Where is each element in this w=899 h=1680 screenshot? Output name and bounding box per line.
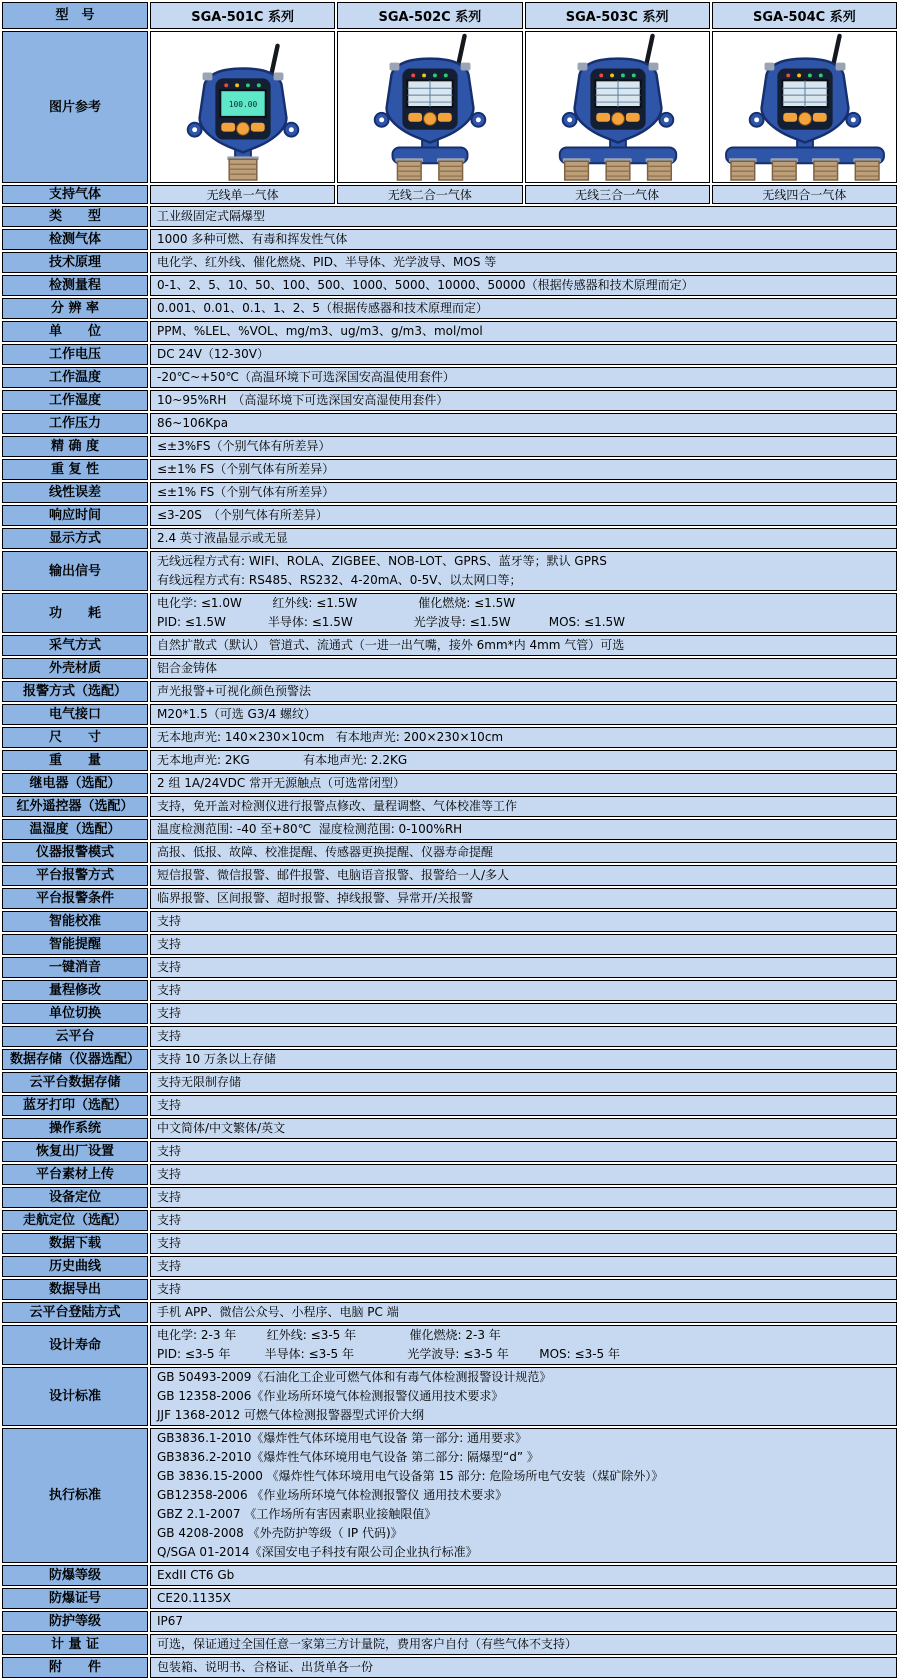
spec-line: 支持无限制存储 <box>157 1075 242 1089</box>
spec-row-label: 红外遥控器（选配） <box>2 796 148 817</box>
spec-row-value <box>150 298 897 319</box>
spec-row-label: 数据导出 <box>2 1279 148 1300</box>
spec-row-label: 检测量程 <box>2 275 148 296</box>
product-image-cell <box>712 31 897 183</box>
table-row <box>2 681 897 702</box>
spec-row-label: 防爆等级 <box>2 1565 148 1586</box>
table-row <box>2 1256 897 1277</box>
spec-row-label: 功 耗 <box>2 593 148 633</box>
table-row <box>2 658 897 679</box>
spec-line: CE20.1135X <box>157 1591 231 1605</box>
spec-line: PID: ≤1.5W 半导体: ≤1.5W 光学波导: ≤1.5W MOS: ≤1.5W <box>157 615 626 629</box>
spec-line: 工业级固定式隔爆型 <box>157 209 266 223</box>
spec-line: 支持 <box>157 960 182 974</box>
spec-row-label: 工作电压 <box>2 344 148 365</box>
table-row <box>2 1026 897 1047</box>
spec-line: IP67 <box>157 1614 184 1628</box>
table-row <box>2 367 897 388</box>
spec-row-label: 平台报警方式 <box>2 865 148 886</box>
spec-row-label: 精 确 度 <box>2 436 148 457</box>
spec-line: 0.001、0.01、0.1、1、2、5（根据传感器和技术原理而定） <box>157 301 489 315</box>
spec-row-value <box>150 1657 897 1678</box>
spec-row-value <box>150 390 897 411</box>
spec-row-label: 外壳材质 <box>2 658 148 679</box>
spec-line: 0-1、2、5、10、50、100、500、1000、5000、10000、50000（根据传感器和技术原理而定） <box>157 278 694 292</box>
spec-row-label: 设备定位 <box>2 1187 148 1208</box>
spec-line: 支持 <box>157 1006 182 1020</box>
gas-type-cell: 无线单一气体 <box>150 185 335 204</box>
spec-row-label: 计 量 证 <box>2 1634 148 1655</box>
spec-line: ≤±3%FS（个别气体有所差异） <box>157 439 331 453</box>
spec-row-value <box>150 436 897 457</box>
gas-detector-device-image <box>713 33 896 181</box>
image-row-label: 图片参考 <box>2 31 148 183</box>
spec-row-value <box>150 1187 897 1208</box>
model-header: SGA-504C 系列 <box>712 2 897 29</box>
table-row <box>2 344 897 365</box>
table-row <box>2 957 897 978</box>
spec-line: GB 50493-2009《石油化工企业可燃气体和有毒气体检测报警设计规范》 <box>157 1370 552 1384</box>
spec-line: ≤±1% FS（个别气体有所差异） <box>157 462 335 476</box>
table-row <box>2 842 897 863</box>
spec-row-value <box>150 367 897 388</box>
table-row <box>2 635 897 656</box>
model-header-row <box>2 2 897 29</box>
spec-row-value <box>150 206 897 227</box>
spec-line: 电化学: ≤1.0W 红外线: ≤1.5W 催化燃烧: ≤1.5W <box>157 596 516 610</box>
table-row <box>2 1141 897 1162</box>
table-row <box>2 528 897 549</box>
table-row <box>2 1233 897 1254</box>
table-row <box>2 704 897 725</box>
spec-row-label: 显示方式 <box>2 528 148 549</box>
spec-line: 温度检测范围: -40 至+80℃ 湿度检测范围: 0-100%RH <box>157 822 463 836</box>
spec-row-label: 温湿度（选配） <box>2 819 148 840</box>
spec-row-label: 重 复 性 <box>2 459 148 480</box>
gas-detector-device-image <box>151 33 334 181</box>
spec-line: 可选，保证通过全国任意一家第三方计量院，费用客户自付（有些气体不支持） <box>157 1637 578 1651</box>
product-image-cell <box>337 31 522 183</box>
spec-row-value <box>150 1095 897 1116</box>
table-row <box>2 1187 897 1208</box>
device-illustration <box>338 33 522 181</box>
spec-line: 支持 <box>157 937 182 951</box>
model-header: SGA-503C 系列 <box>525 2 710 29</box>
spec-line: 2.4 英寸液晶显示或无显 <box>157 531 288 545</box>
spec-row-value <box>150 1164 897 1185</box>
table-row <box>2 934 897 955</box>
spec-line: 电化学: 2-3 年 红外线: ≤3-5 年 催化燃烧: 2-3 年 <box>157 1328 501 1342</box>
table-row <box>2 206 897 227</box>
svg-text:100.00: 100.00 <box>228 100 258 109</box>
spec-row-label: 报警方式（选配） <box>2 681 148 702</box>
spec-row-value <box>150 1026 897 1047</box>
table-row <box>2 229 897 250</box>
gas-detector-device-image <box>338 33 521 181</box>
spec-row-label: 线性误差 <box>2 482 148 503</box>
table-row <box>2 819 897 840</box>
spec-line: GB 12358-2006《作业场所环境气体检测报警仪通用技术要求》 <box>157 1389 504 1403</box>
spec-row-value <box>150 704 897 725</box>
table-row <box>2 505 897 526</box>
spec-line: 支持 <box>157 1282 182 1296</box>
spec-row-label: 技术原理 <box>2 252 148 273</box>
spec-line: 支持 <box>157 1236 182 1250</box>
spec-row-value <box>150 750 897 771</box>
spec-line: JJF 1368-2012 可燃气体检测报警器型式评价大纲 <box>157 1408 425 1422</box>
spec-row-value <box>150 635 897 656</box>
spec-row-value <box>150 275 897 296</box>
spec-row-label: 防爆证号 <box>2 1588 148 1609</box>
spec-row-label: 工作湿度 <box>2 390 148 411</box>
spec-row-value <box>150 593 897 633</box>
spec-row-label: 附 件 <box>2 1657 148 1678</box>
spec-line: 无线远程方式有: WIFI、ROLA、ZIGBEE、NOB-LOT、GPRS、蓝牙等；默认 GPRS <box>157 554 607 568</box>
spec-row-value <box>150 1003 897 1024</box>
gas-type-cell: 无线四合一气体 <box>712 185 897 204</box>
table-row <box>2 888 897 909</box>
table-row <box>2 1003 897 1024</box>
spec-line: 1000 多种可燃、有毒和挥发性气体 <box>157 232 348 246</box>
spec-row-label: 工作温度 <box>2 367 148 388</box>
gas-row-label: 支持气体 <box>2 185 148 204</box>
gas-type-cell: 无线二合一气体 <box>337 185 522 204</box>
table-row <box>2 1588 897 1609</box>
spec-line: -20℃~+50℃（高温环境下可选深国安高温使用套件） <box>157 370 455 384</box>
spec-row-label: 云平台登陆方式 <box>2 1302 148 1323</box>
gas-type-row <box>2 185 897 204</box>
table-row <box>2 796 897 817</box>
spec-row-value <box>150 980 897 1001</box>
spec-row-value <box>150 459 897 480</box>
spec-line: M20*1.5（可选 G3/4 螺纹） <box>157 707 316 721</box>
spec-line: PPM、%LEL、%VOL、mg/m3、ug/m3、g/m3、mol/mol <box>157 324 483 338</box>
table-row <box>2 413 897 434</box>
spec-row-value <box>150 1072 897 1093</box>
spec-row-value <box>150 1565 897 1586</box>
spec-line: ExdII CT6 Gb <box>157 1568 235 1582</box>
spec-line: 铝合金铸体 <box>157 661 218 675</box>
table-row <box>2 1302 897 1323</box>
spec-row-label: 工作压力 <box>2 413 148 434</box>
product-image-cell <box>150 31 335 183</box>
spec-row-label: 检测气体 <box>2 229 148 250</box>
model-header: SGA-502C 系列 <box>337 2 522 29</box>
spec-line: 支持 <box>157 1213 182 1227</box>
spec-row-label: 电气接口 <box>2 704 148 725</box>
device-illustration <box>526 33 710 181</box>
spec-row-label: 操作系统 <box>2 1118 148 1139</box>
table-row <box>2 1095 897 1116</box>
spec-row-value <box>150 505 897 526</box>
table-row <box>2 593 897 633</box>
spec-row-label: 蓝牙打印（选配） <box>2 1095 148 1116</box>
spec-row-value <box>150 727 897 748</box>
spec-row-label: 设计寿命 <box>2 1325 148 1365</box>
spec-row-label: 单位切换 <box>2 1003 148 1024</box>
spec-row-value <box>150 819 897 840</box>
spec-row-value <box>150 551 897 591</box>
spec-line: 支持，免开盖对检测仪进行报警点修改、量程调整、气体校准等工作 <box>157 799 518 813</box>
table-row <box>2 750 897 771</box>
table-row <box>2 551 897 591</box>
spec-line: 支持 <box>157 983 182 997</box>
table-row <box>2 1072 897 1093</box>
spec-row-value <box>150 1611 897 1632</box>
spec-row-label: 平台报警条件 <box>2 888 148 909</box>
device-illustration <box>151 33 335 181</box>
spec-row-label: 平台素材上传 <box>2 1164 148 1185</box>
spec-line: 支持 10 万条以上存储 <box>157 1052 276 1066</box>
spec-row-value <box>150 842 897 863</box>
spec-row-value <box>150 1049 897 1070</box>
table-row <box>2 390 897 411</box>
spec-row-label: 执行标准 <box>2 1428 148 1563</box>
spec-row-value <box>150 1210 897 1231</box>
spec-line: 包装箱、说明书、合格证、出货单各一份 <box>157 1660 374 1674</box>
spec-row-value <box>150 1367 897 1426</box>
spec-line: 临界报警、区间报警、超时报警、掉线报警、异常开/关报警 <box>157 891 474 905</box>
table-row <box>2 298 897 319</box>
spec-row-label: 恢复出厂设置 <box>2 1141 148 1162</box>
spec-line: GB12358-2006 《作业场所环境气体检测报警仪 通用技术要求》 <box>157 1488 508 1502</box>
spec-row-label: 数据下载 <box>2 1233 148 1254</box>
spec-row-label: 尺 寸 <box>2 727 148 748</box>
spec-row-label: 防护等级 <box>2 1611 148 1632</box>
spec-row-label: 重 量 <box>2 750 148 771</box>
spec-line: 2 组 1A/24VDC 常开无源触点（可选常闭型） <box>157 776 406 790</box>
spec-line: 有线远程方式有: RS485、RS232、4-20mA、0-5V、以太网口等； <box>157 573 522 587</box>
spec-row-value <box>150 865 897 886</box>
spec-line: 高报、低报、故障、校准提醒、传感器更换提醒、仪器寿命提醒 <box>157 845 494 859</box>
spec-row-value <box>150 888 897 909</box>
spec-line: 支持 <box>157 1144 182 1158</box>
spec-line: 无本地声光: 2KG 有本地声光: 2.2KG <box>157 753 408 767</box>
model-header: SGA-501C 系列 <box>150 2 335 29</box>
spec-row-label: 采气方式 <box>2 635 148 656</box>
spec-row-value <box>150 1302 897 1323</box>
spec-row-label: 历史曲线 <box>2 1256 148 1277</box>
table-row <box>2 321 897 342</box>
spec-row-value <box>150 229 897 250</box>
spec-row-label: 仪器报警模式 <box>2 842 148 863</box>
table-row <box>2 436 897 457</box>
table-row <box>2 1657 897 1678</box>
table-row <box>2 1279 897 1300</box>
spec-row-label: 量程修改 <box>2 980 148 1001</box>
table-row <box>2 1565 897 1586</box>
spec-row-label: 继电器（选配） <box>2 773 148 794</box>
model-row-label: 型 号 <box>2 2 148 29</box>
spec-row-value <box>150 1428 897 1563</box>
table-row <box>2 1634 897 1655</box>
spec-row-value <box>150 1118 897 1139</box>
table-row <box>2 1325 897 1365</box>
spec-line: GBZ 2.1-2007 《工作场所有害因素职业接触限值》 <box>157 1507 437 1521</box>
spec-row-value <box>150 796 897 817</box>
table-row <box>2 1164 897 1185</box>
spec-row-value <box>150 1588 897 1609</box>
spec-row-label: 类 型 <box>2 206 148 227</box>
spec-line: Q/SGA 01-2014《深国安电子科技有限公司企业执行标准》 <box>157 1545 478 1559</box>
spec-line: 手机 APP、微信公众号、小程序、电脑 PC 端 <box>157 1305 399 1319</box>
spec-line: 10~95%RH （高湿环境下可选深国安高湿使用套件） <box>157 393 449 407</box>
spec-row-value <box>150 1141 897 1162</box>
spec-line: 支持 <box>157 1190 182 1204</box>
spec-line: 无本地声光: 140×230×10cm 有本地声光: 200×230×10cm <box>157 730 504 744</box>
spec-row-label: 走航定位（选配） <box>2 1210 148 1231</box>
spec-row-value <box>150 1325 897 1365</box>
spec-line: 短信报警、微信报警、邮件报警、电脑语音报警、报警给一人/多人 <box>157 868 510 882</box>
spec-line: DC 24V（12-30V） <box>157 347 269 361</box>
spec-row-label: 数据存储（仪器选配） <box>2 1049 148 1070</box>
spec-line: 支持 <box>157 1259 182 1273</box>
table-row <box>2 1049 897 1070</box>
spec-row-label: 智能校准 <box>2 911 148 932</box>
spec-row-value <box>150 1634 897 1655</box>
spec-row-value <box>150 681 897 702</box>
spec-line: 支持 <box>157 914 182 928</box>
table-row <box>2 727 897 748</box>
spec-line: PID: ≤3-5 年 半导体: ≤3-5 年 光学波导: ≤3-5 年 MOS: ≤3-5 年 <box>157 1347 620 1361</box>
spec-row-label: 单 位 <box>2 321 148 342</box>
spec-row-value <box>150 934 897 955</box>
spec-row-value <box>150 957 897 978</box>
spec-line: GB3836.1-2010《爆炸性气体环境用电气设备 第一部分: 通用要求》 <box>157 1431 528 1445</box>
spec-line: 自然扩散式（默认） 管道式、流通式（一进一出气嘴，接外 6mm*内 4mm 气管）可选 <box>157 638 625 652</box>
table-row <box>2 482 897 503</box>
spec-row-value <box>150 1233 897 1254</box>
spec-row-value <box>150 911 897 932</box>
table-row <box>2 1611 897 1632</box>
table-row <box>2 911 897 932</box>
spec-row-value <box>150 528 897 549</box>
spec-row-value <box>150 252 897 273</box>
spec-line: 支持 <box>157 1098 182 1112</box>
spec-line: 86~106Kpa <box>157 416 229 430</box>
spec-line: GB3836.2-2010《爆炸性气体环境用电气设备 第二部分: 隔爆型“d” 》 <box>157 1450 539 1464</box>
spec-row-value <box>150 344 897 365</box>
table-row <box>2 1210 897 1231</box>
spec-line: 电化学、红外线、催化燃烧、PID、半导体、光学波导、MOS 等 <box>157 255 497 269</box>
spec-row-label: 智能提醒 <box>2 934 148 955</box>
table-row <box>2 1118 897 1139</box>
spec-row-value <box>150 1256 897 1277</box>
spec-row-label: 分 辨 率 <box>2 298 148 319</box>
spec-row-label: 云平台 <box>2 1026 148 1047</box>
table-row <box>2 459 897 480</box>
gas-type-cell: 无线三合一气体 <box>525 185 710 204</box>
table-row <box>2 1428 897 1563</box>
table-row <box>2 773 897 794</box>
device-illustration <box>713 33 897 181</box>
spec-row-value <box>150 413 897 434</box>
spec-line: 支持 <box>157 1029 182 1043</box>
spec-line: 声光报警+可视化颜色预警法 <box>157 684 312 698</box>
spec-row-label: 响应时间 <box>2 505 148 526</box>
spec-row-label: 输出信号 <box>2 551 148 591</box>
spec-row-value <box>150 658 897 679</box>
table-row <box>2 252 897 273</box>
spec-row-value <box>150 1279 897 1300</box>
image-row <box>2 31 897 183</box>
table-row <box>2 275 897 296</box>
table-row <box>2 980 897 1001</box>
spec-row-value <box>150 773 897 794</box>
spec-line: ≤3-20S （个别气体有所差异） <box>157 508 328 522</box>
product-image-cell <box>525 31 710 183</box>
spec-row-label: 设计标准 <box>2 1367 148 1426</box>
spec-line: 中文简体/中文繁体/英文 <box>157 1121 286 1135</box>
spec-line: GB 3836.15-2000 《爆炸性气体环境用电气设备第 15 部分: 危险场所电气安装（煤矿除外）》 <box>157 1469 664 1483</box>
spec-row-label: 云平台数据存储 <box>2 1072 148 1093</box>
spec-line: 支持 <box>157 1167 182 1181</box>
spec-row-value <box>150 482 897 503</box>
table-row <box>2 1367 897 1426</box>
gas-detector-device-image <box>526 33 709 181</box>
table-row <box>2 865 897 886</box>
spec-row-value <box>150 321 897 342</box>
spec-line: GB 4208-2008 《外壳防护等级（ IP 代码)》 <box>157 1526 403 1540</box>
spec-row-label: 一键消音 <box>2 957 148 978</box>
spec-line: ≤±1% FS（个别气体有所差异） <box>157 485 335 499</box>
